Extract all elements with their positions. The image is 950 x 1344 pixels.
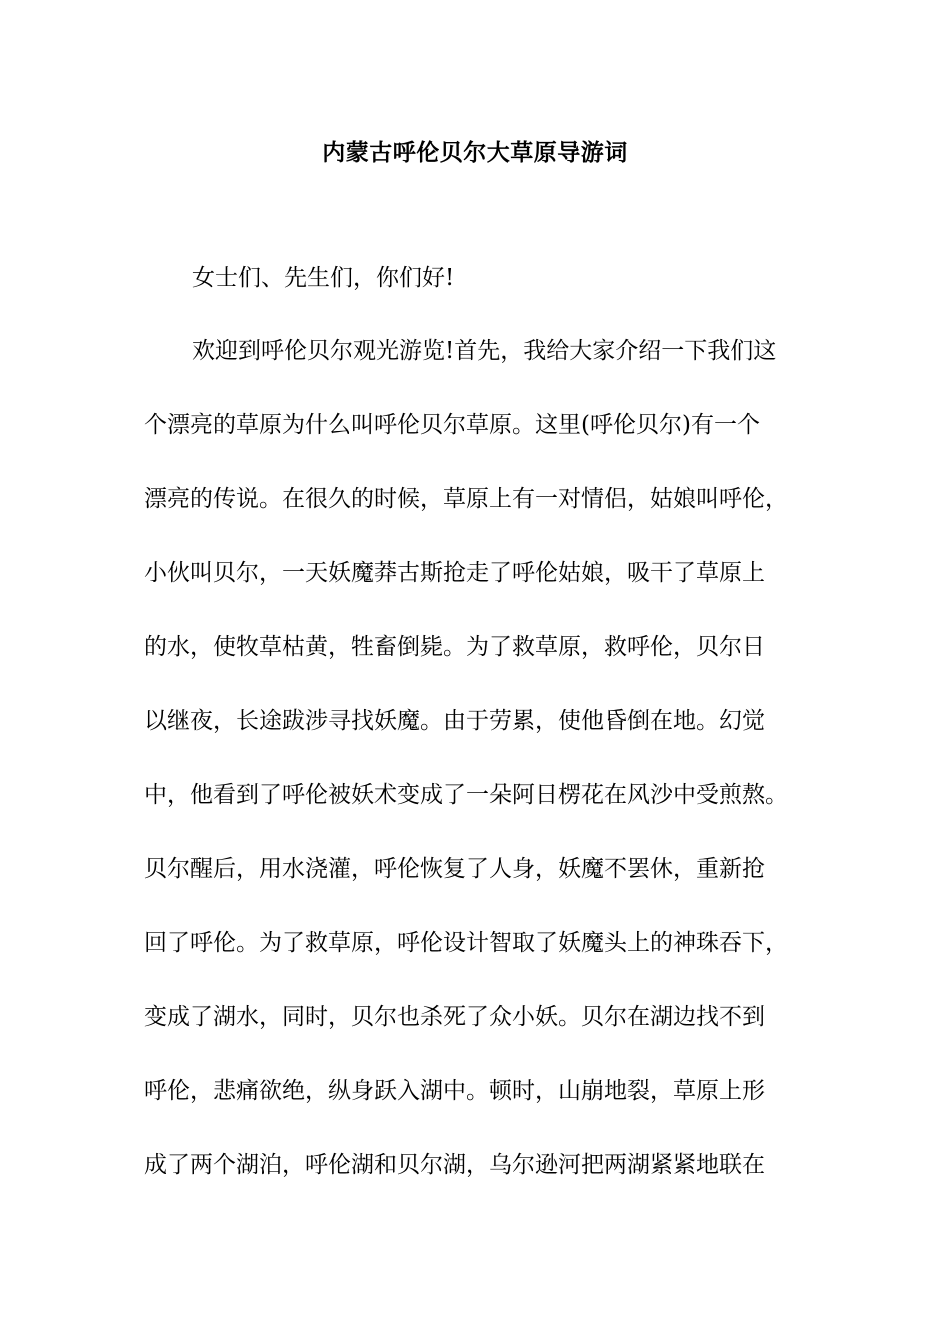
body-line: 欢迎到呼伦贝尔观光游览!首先，我给大家介绍一下我们这 — [192, 338, 777, 364]
body-line: 以继夜，长途跋涉寻找妖魔。由于劳累，使他昏倒在地。幻觉 — [144, 708, 765, 734]
body-line: 的水，使牧草枯黄，牲畜倒毙。为了救草原，救呼伦，贝尔日 — [144, 634, 765, 660]
body-line: 贝尔醒后，用水浇灌，呼伦恢复了人身，妖魔不罢休，重新抢 — [144, 856, 765, 882]
body-line: 中，他看到了呼伦被妖术变成了一朵阿日楞花在风沙中受煎熬。 — [144, 782, 788, 808]
body-line: 小伙叫贝尔，一天妖魔莽古斯抢走了呼伦姑娘，吸干了草原上 — [144, 560, 765, 586]
body-line: 个漂亮的草原为什么叫呼伦贝尔草原。这里(呼伦贝尔)有一个 — [144, 412, 760, 438]
body-line: 呼伦，悲痛欲绝，纵身跃入湖中。顿时，山崩地裂，草原上形 — [144, 1078, 765, 1104]
document-title: 内蒙古呼伦贝尔大草原导游词 — [322, 140, 628, 166]
body-line: 变成了湖水，同时，贝尔也杀死了众小妖。贝尔在湖边找不到 — [144, 1004, 765, 1030]
body-line: 漂亮的传说。在很久的时候，草原上有一对情侣，姑娘叫呼伦， — [144, 486, 788, 512]
body-line: 成了两个湖泊，呼伦湖和贝尔湖，乌尔逊河把两湖紧紧地联在 — [144, 1152, 765, 1178]
body-line: 回了呼伦。为了救草原，呼伦设计智取了妖魔头上的神珠吞下， — [144, 930, 788, 956]
greeting-line: 女士们、先生们，你们好! — [192, 265, 455, 291]
